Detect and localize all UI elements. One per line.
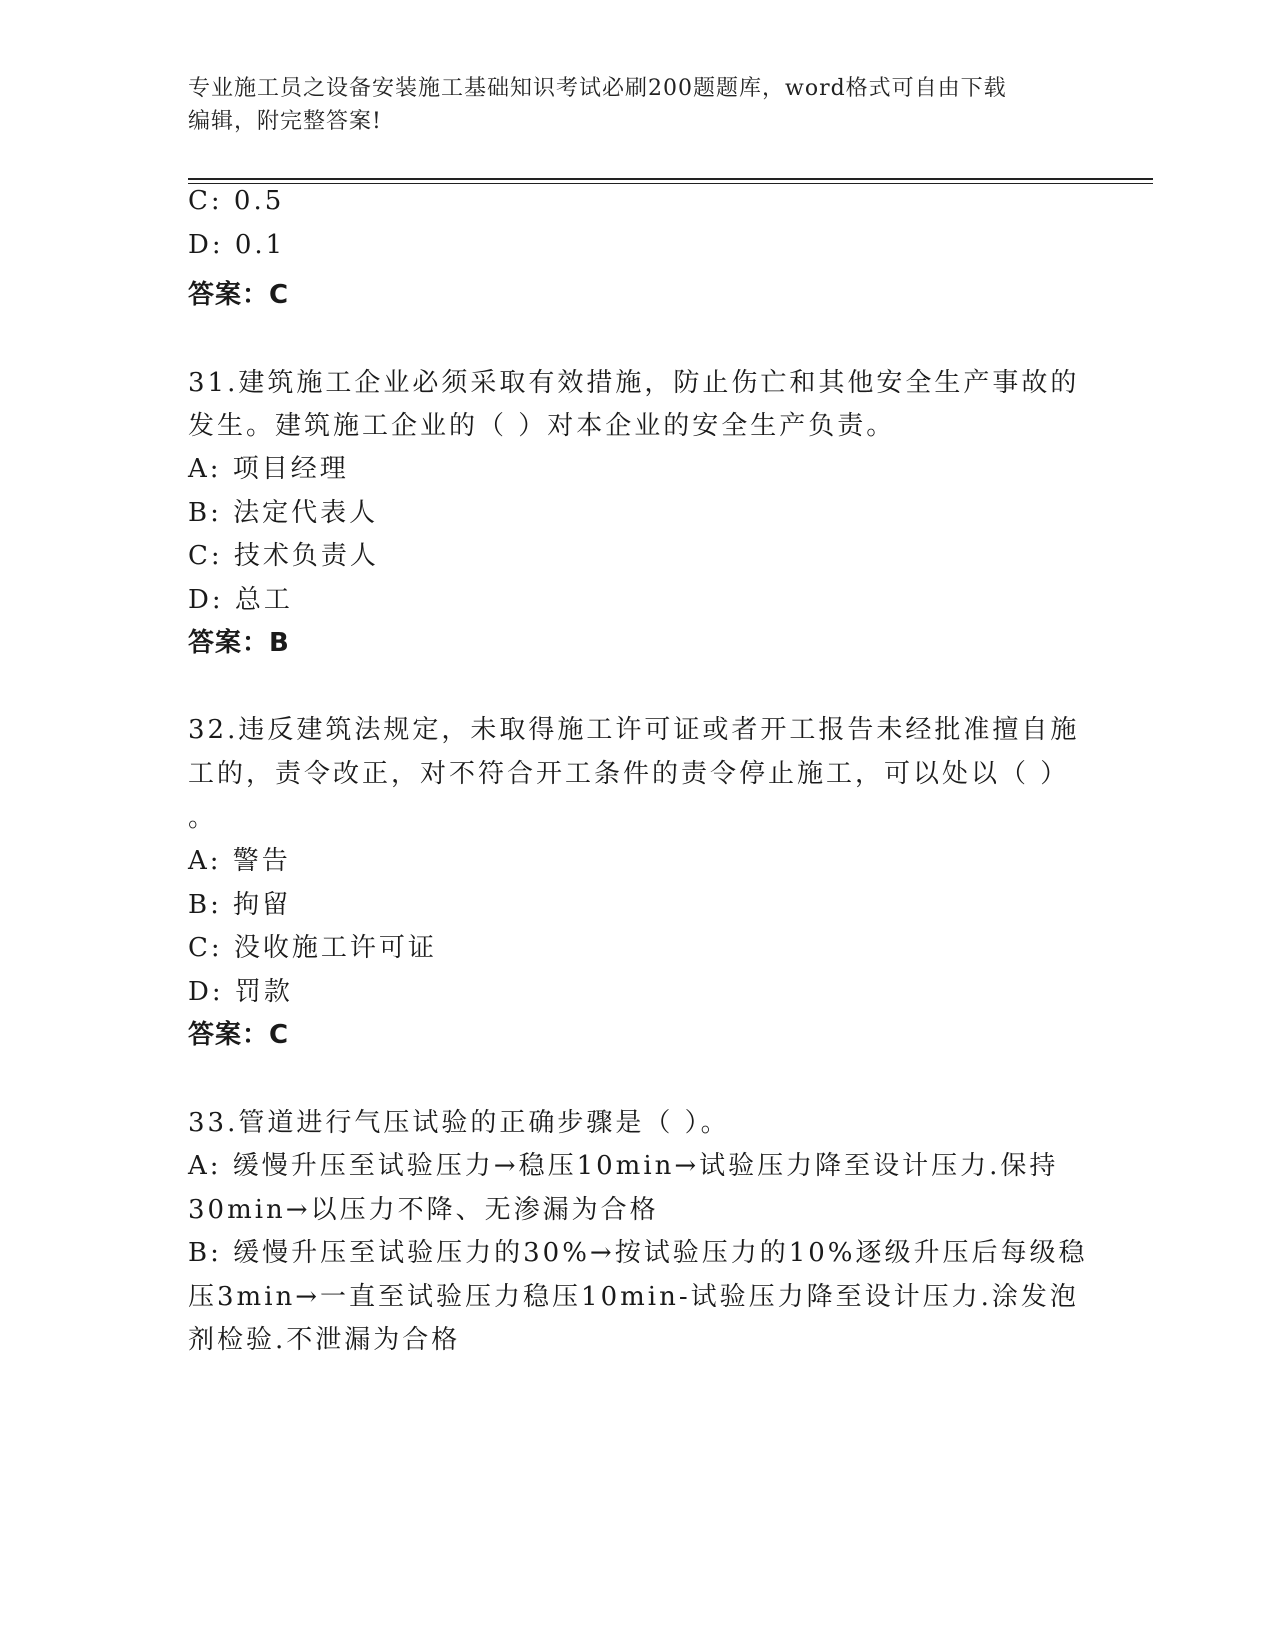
q30-answer: 答案：C [188, 280, 290, 310]
q31-option-a: A: 项目经理 [188, 454, 349, 484]
q32-answer: 答案：C [188, 1020, 290, 1050]
q33-option-a-line1: A: 缓慢升压至试验压力→稳压10min→试验压力降至设计压力.保持 [188, 1151, 1059, 1181]
q31-stem-line1: 31.建筑施工企业必须采取有效措施，防止伤亡和其他安全生产事故的 [188, 368, 1080, 398]
q32-option-c: C: 没收施工许可证 [188, 933, 437, 963]
header-title-line1: 专业施工员之设备安装施工基础知识考试必刷200题题库，word格式可自由下载 [188, 76, 1007, 101]
header-title-line2: 编辑，附完整答案! [188, 109, 382, 134]
q32-stem-line2: 工的，责令改正，对不符合开工条件的责令停止施工，可以处以（ ） [188, 759, 1070, 789]
q30-option-c: C: 0.5 [188, 186, 285, 216]
q32-option-d: D: 罚款 [188, 977, 293, 1007]
q33-option-a-line2: 30min→以压力不降、无渗漏为合格 [188, 1195, 659, 1225]
q33-option-b-line2: 压3min→一直至试验压力稳压10min-试验压力降至设计压力.涂发泡 [188, 1282, 1079, 1312]
q31-stem-line2: 发生。建筑施工企业的（ ）对本企业的安全生产负责。 [188, 411, 896, 441]
q32-option-b: B: 拘留 [188, 890, 292, 920]
q31-option-c: C: 技术负责人 [188, 541, 379, 571]
q30-option-d: D: 0.1 [188, 230, 286, 260]
header-divider [188, 178, 1153, 180]
q31-option-b: B: 法定代表人 [188, 498, 379, 528]
q31-option-d: D: 总工 [188, 585, 293, 615]
header-divider-thin [188, 183, 1153, 184]
q33-stem-line1: 33.管道进行气压试验的正确步骤是（ ）。 [188, 1108, 730, 1138]
q32-stem-line1: 32.违反建筑法规定，未取得施工许可证或者开工报告未经批准擅自施 [188, 715, 1080, 745]
q31-answer: 答案：B [188, 628, 290, 658]
q32-stem-line3: 。 [188, 803, 218, 833]
q33-option-b-line1: B: 缓慢升压至试验压力的30%→按试验压力的10%逐级升压后每级稳 [188, 1238, 1088, 1268]
page-header [188, 72, 1068, 138]
q33-option-b-line3: 剂检验.不泄漏为合格 [188, 1325, 461, 1355]
q32-option-a: A: 警告 [188, 846, 291, 876]
